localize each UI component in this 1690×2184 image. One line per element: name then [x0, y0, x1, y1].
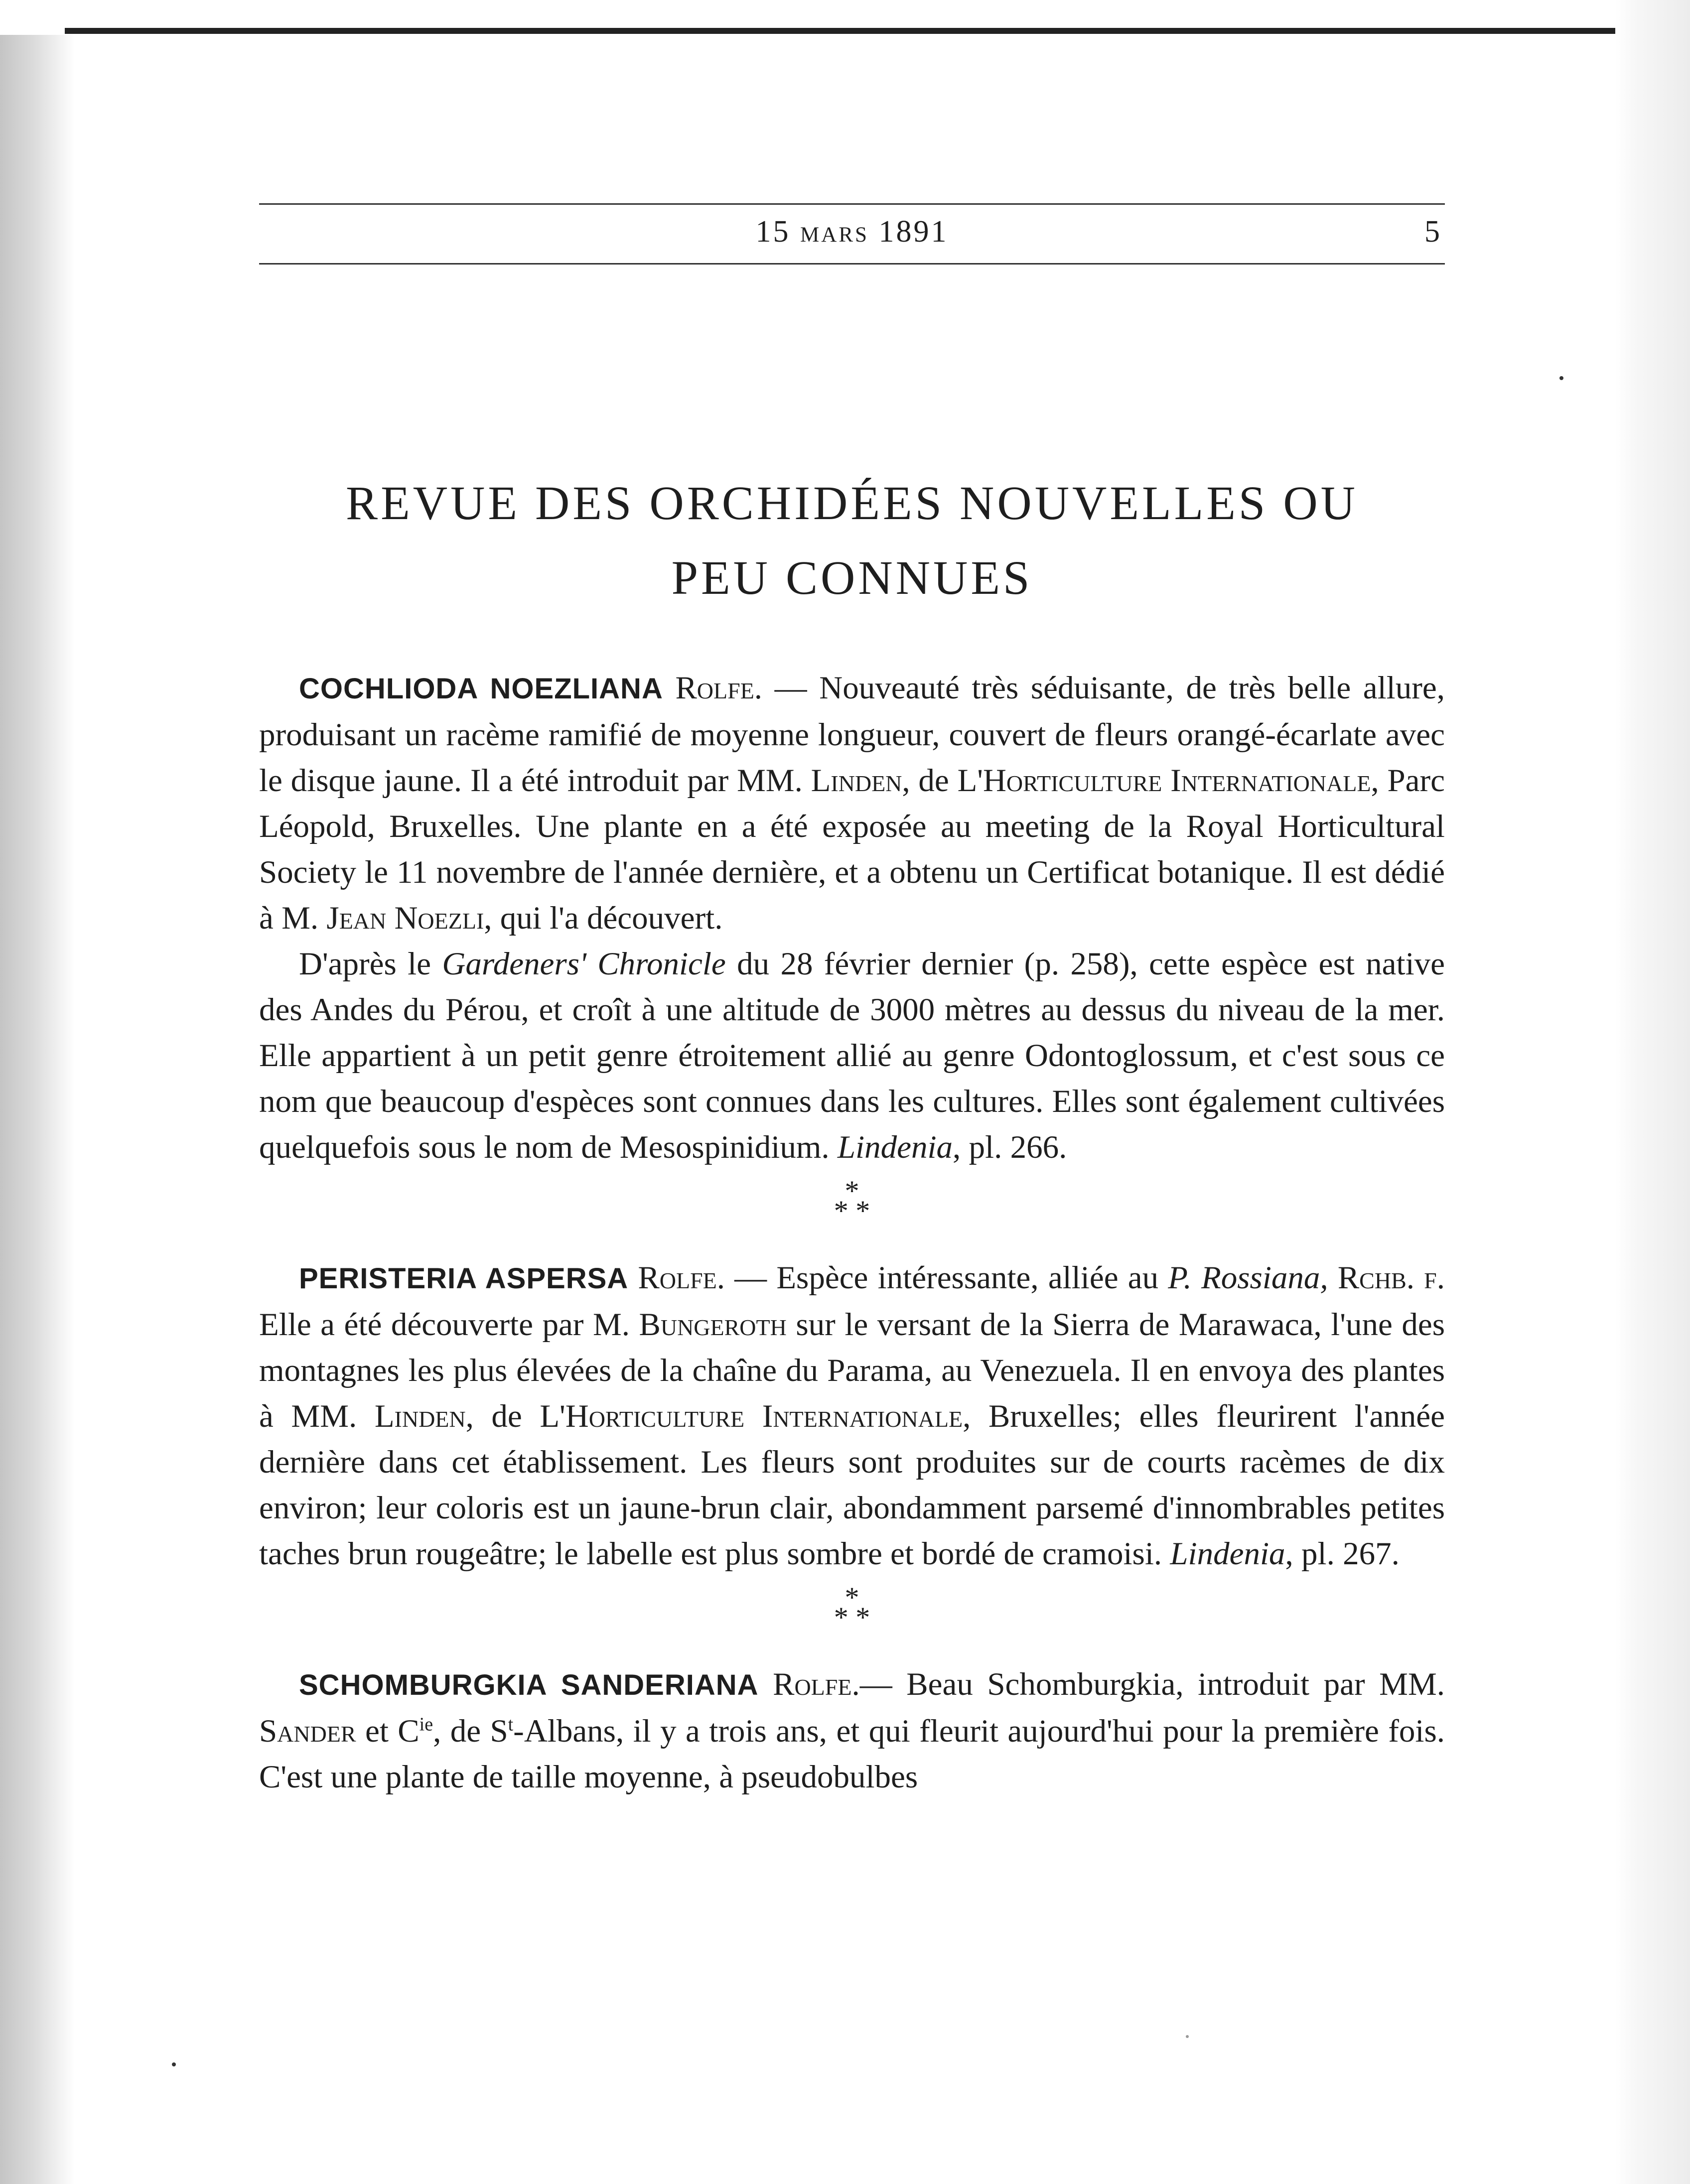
text-run: , pl. 266. — [953, 1129, 1067, 1165]
article-cochlioda-p1 — [259, 665, 1445, 941]
text-run: — Espèce intéressante, alliée au — [725, 1260, 1168, 1296]
name-bungeroth: Bungeroth — [639, 1307, 787, 1343]
running-head — [259, 214, 1445, 254]
name-linden: Linden — [374, 1398, 466, 1434]
scan-right-edge — [1615, 0, 1690, 2184]
header-date — [259, 214, 1445, 250]
header-rule-top — [259, 203, 1445, 205]
article-author: Rolfe. — [638, 1260, 725, 1296]
header-date-year: 1891 — [878, 215, 949, 249]
name-horticulture: L'Horticulture Internationale — [540, 1398, 963, 1434]
source-citation: Lindenia — [837, 1129, 953, 1165]
title-line-2: PEU CONNUES — [671, 551, 1033, 604]
scan-speck — [1559, 376, 1563, 380]
text-run: , Bruxelles; elles fleurirent l'année dernière dans cet établissement. Les fleurs sont produites sur de courts racèmes de dix environ; leur coloris est un jaune-brun clair, abondamment parsemé d'innombrables petites taches brun rougeâtre; le labelle est plus sombre et bordé de cramoisi. — [259, 1398, 1445, 1572]
header-date-month: mars — [800, 215, 869, 249]
article-cochlioda-p2 — [259, 941, 1445, 1170]
asterism-glyphs: * * * — [834, 1581, 870, 1634]
text-run: du 28 février dernier (p. 258), cette espèce est native des Andes du Pérou, et croît à une altitude de 3000 mètres au dessus du niveau de la mer. Elle appartient à un petit genre étroitement allié au genre Odontoglossum, et c'est sous ce nom que beaucoup d'espèces sont connues dans les cultures. Elles sont également cultivées quelquefois sous le nom de Mesospinidium. — [259, 946, 1445, 1165]
text-run: , pl. 267. — [1285, 1536, 1400, 1572]
species-name: P. Rossiana, — [1168, 1260, 1328, 1296]
asterism-divider — [259, 1170, 1445, 1255]
header-date-day: 15 — [755, 215, 791, 249]
text-run: , de — [465, 1398, 540, 1434]
text-run: , de — [902, 763, 958, 799]
article-peristeria — [259, 1255, 1445, 1577]
scan-speck — [172, 2062, 176, 2066]
page-title — [259, 466, 1445, 615]
article-author: Rolfe. — [675, 670, 763, 706]
header-rule-bottom — [259, 263, 1445, 265]
text-run: , de S — [433, 1713, 508, 1749]
source-citation: Gardeners' Chronicle — [442, 946, 726, 982]
article-author: Rolfe. — [773, 1666, 860, 1702]
name-sander: Sander — [259, 1713, 356, 1749]
superscript: t — [508, 1714, 514, 1735]
source-citation: Lindenia — [1170, 1536, 1285, 1572]
text-run: , qui l'a découvert. — [484, 900, 723, 936]
text-run: D'après le — [299, 946, 442, 982]
page — [259, 0, 1455, 2184]
asterism-glyphs: * * * — [834, 1175, 870, 1227]
article-heading: SCHOMBURGKIA SANDERIANA — [299, 1669, 759, 1701]
article-body — [259, 665, 1445, 1800]
article-heading: PERISTERIA ASPERSA — [299, 1262, 629, 1295]
text-run: et C — [356, 1713, 420, 1749]
name-noezli: Jean Noezli — [326, 900, 484, 936]
superscript: ie — [419, 1714, 433, 1735]
name-horticulture: L'Horticulture Internationale — [957, 763, 1371, 799]
text-run: , Parc Léopold, Bruxelles. Une plante en a été exposée au meeting de la Royal Horticultural Society le 11 novembre de l'année dernière, et a obtenu un Certificat botanique. Il est dédié à M. — [259, 763, 1445, 936]
name-linden: Linden — [811, 763, 902, 799]
text-run: — Beau Schomburgkia, introduit par MM. — [859, 1666, 1445, 1702]
author-abbrev: Rchb. f. — [1337, 1260, 1445, 1296]
article-heading: COCHLIODA NOEZLIANA — [299, 673, 663, 705]
title-line-1: REVUE DES ORCHIDÉES NOUVELLES OU — [346, 476, 1358, 530]
text-run: sur le versant de la Sierra de Marawaca, l'une des montagnes les plus élevées de la chaîne du Parama, au Venezuela. Il en envoya des plantes à MM. — [259, 1307, 1445, 1434]
text-run: -Albans, il y a trois ans, et qui fleurit aujourd'hui pour la première fois. C'est une plante de taille moyenne, à pseudobulbes — [259, 1713, 1445, 1795]
text-run: Elle a été découverte par M. — [259, 1307, 639, 1343]
page-number: 5 — [1424, 215, 1440, 249]
scan-binding-shadow — [0, 35, 75, 2184]
asterism-divider — [259, 1577, 1445, 1661]
article-schomburgkia — [259, 1661, 1445, 1800]
text-run: — Nouveauté très séduisante, de très belle allure, produisant un racème ramifié de moyenne longueur, couvert de fleurs orangé-écarlate avec le disque jaune. Il a été introduit par MM. — [259, 670, 1445, 799]
